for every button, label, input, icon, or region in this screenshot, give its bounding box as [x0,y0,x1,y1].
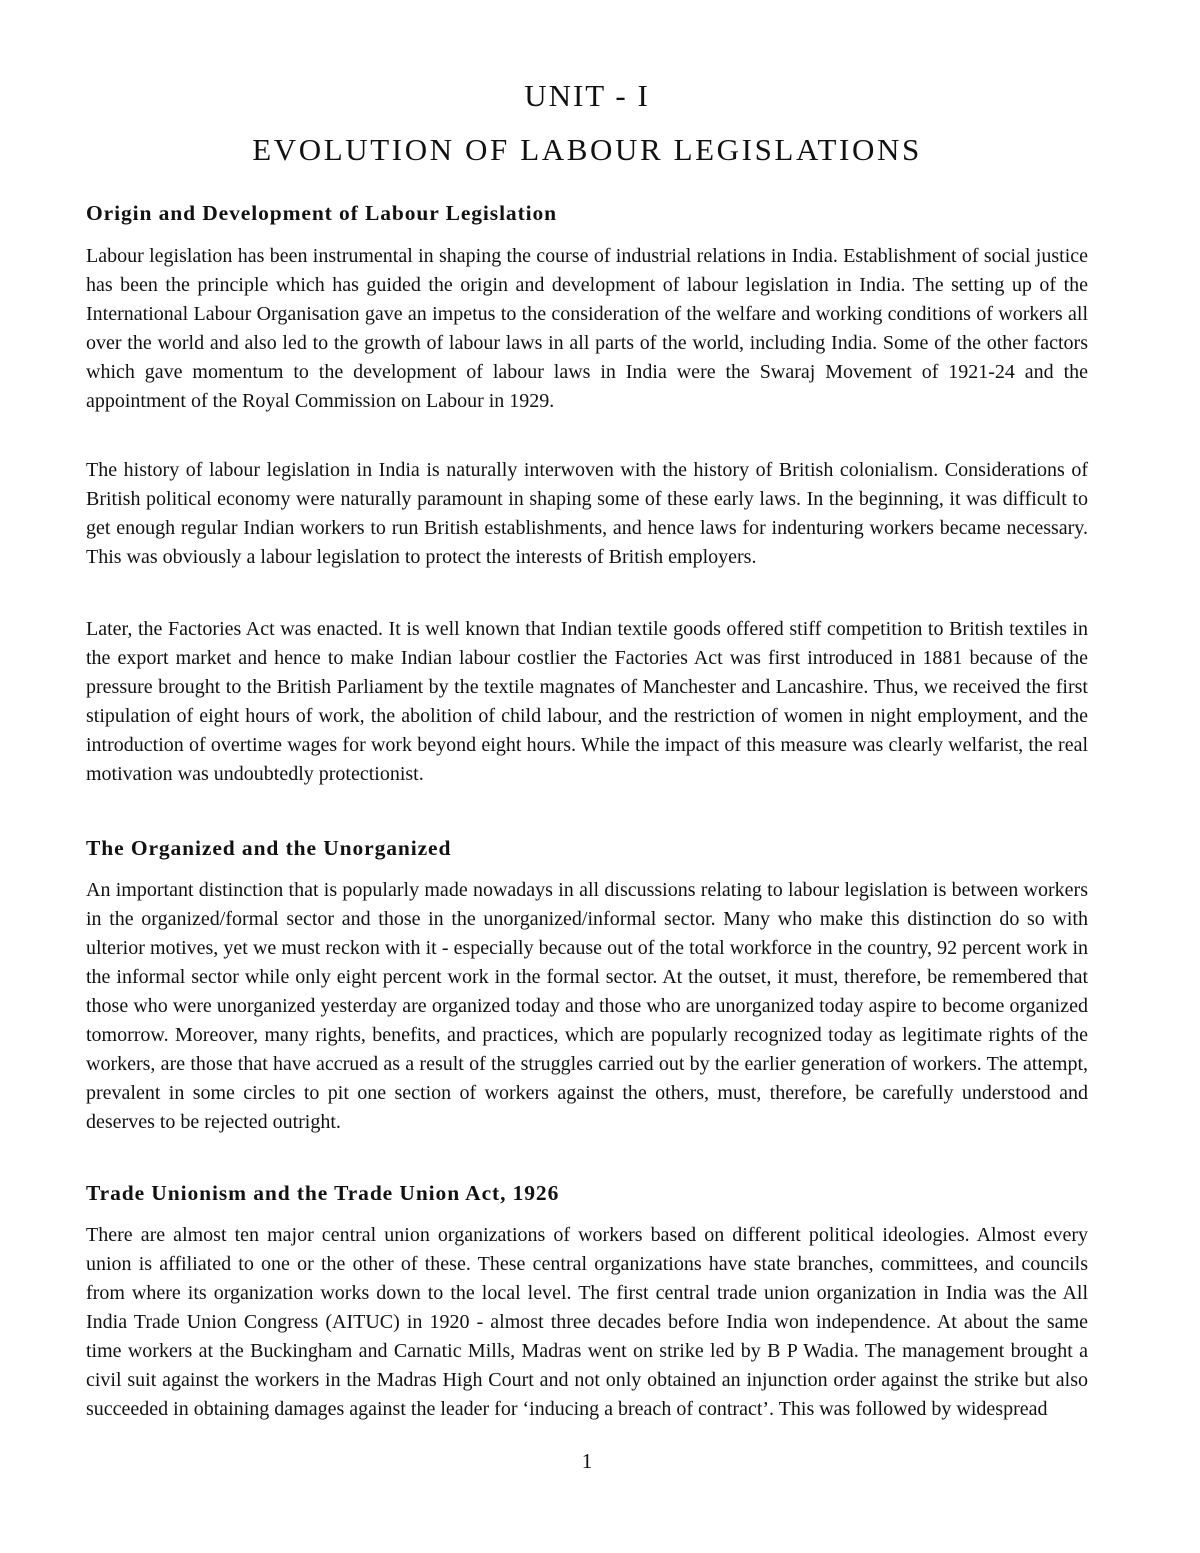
section-heading-organized: The Organized and the Unorganized [86,836,452,860]
page-title: EVOLUTION OF LABOUR LEGISLATIONS [252,132,922,167]
unit-label: UNIT - I [524,78,650,113]
paragraph-origin-2: The history of labour legislation in India is naturally interwoven with the history of British colonialism. Considerations of British political economy were naturally paramount in shaping some of these early laws. In the beginning, it was difficult to get enough regular Indian workers to run British establishments, and hence laws for indenturing workers became necessary. This was obviously a labour legislation to protect the interests of British employers. [86,459,1088,568]
paragraph-organized-1: An important distinction that is popularly made nowadays in all discussions relating to labour legislation is between workers in the organized/formal sector and those in the unorganized/informal sector. Many who make this distinction do so with ulterior motives, yet we must reckon with it - especially because out of the total workforce in the country, 92 percent work in the informal sector while only eight percent work in the formal sector. At the outset, it must, therefore, be remembered that those who were unorganized yesterday are organized today and those who are unorganized today aspire to become organized tomorrow. Moreover, many rights, benefits, and practices, which are popularly recognized today as legitimate rights of the workers, are those that have accrued as a result of the struggles carried out by the earlier generation of workers. The attempt, prevalent in some circles to pit one section of workers against the others, must, therefore, be carefully understood and deserves to be rejected outright. [86,879,1088,1133]
paragraph-trade-unionism-1: There are almost ten major central union organizations of workers based on different political ideologies. Almost every union is affiliated to one or the other of these. These central organizations have state branches, committees, and councils from where its organization works down to the local level. The first central trade union organization in India was the All India Trade Union Congress (AITUC) in 1920 - almost three decades before India won independence. At about the same time workers at the Buckingham and Carnatic Mills, Madras went on strike led by B P Wadia. The management brought a civil suit against the workers in the Madras High Court and not only obtained an injunction order against the strike but also succeeded in obtaining damages against the leader for ‘inducing a breach of contract’. This was followed by widespread [86,1224,1088,1420]
section-heading-origin: Origin and Development of Labour Legislation [86,201,558,225]
section-heading-trade-unionism: Trade Unionism and the Trade Union Act, 1926 [86,1181,560,1205]
paragraph-origin-3: Later, the Factories Act was enacted. It is well known that Indian textile goods offered stiff competition to British textiles in the export market and hence to make Indian labour costlier the Factories Act was first introduced in 1881 because of the pressure brought to the British Parliament by the textile magnates of Manchester and Lancashire. Thus, we received the first stipulation of eight hours of work, the abolition of child labour, and the restriction of women in night employment, and the introduction of overtime wages for work beyond eight hours. While the impact of this measure was clearly welfarist, the real motivation was undoubtedly protectionist. [86,618,1088,785]
paragraph-origin-1: Labour legislation has been instrumental in shaping the course of industrial relations in India. Establishment of social justice has been the principle which has guided the origin and development of labour legislation in India. The setting up of the International Labour Organisation gave an impetus to the consideration of the welfare and working conditions of workers all over the world and also led to the growth of labour laws in all parts of the world, including India. Some of the other factors which gave momentum to the development of labour laws in India were the Swaraj Movement of 1921-24 and the appointment of the Royal Commission on Labour in 1929. [86,245,1088,412]
page-number: 1 [581,1449,593,1473]
